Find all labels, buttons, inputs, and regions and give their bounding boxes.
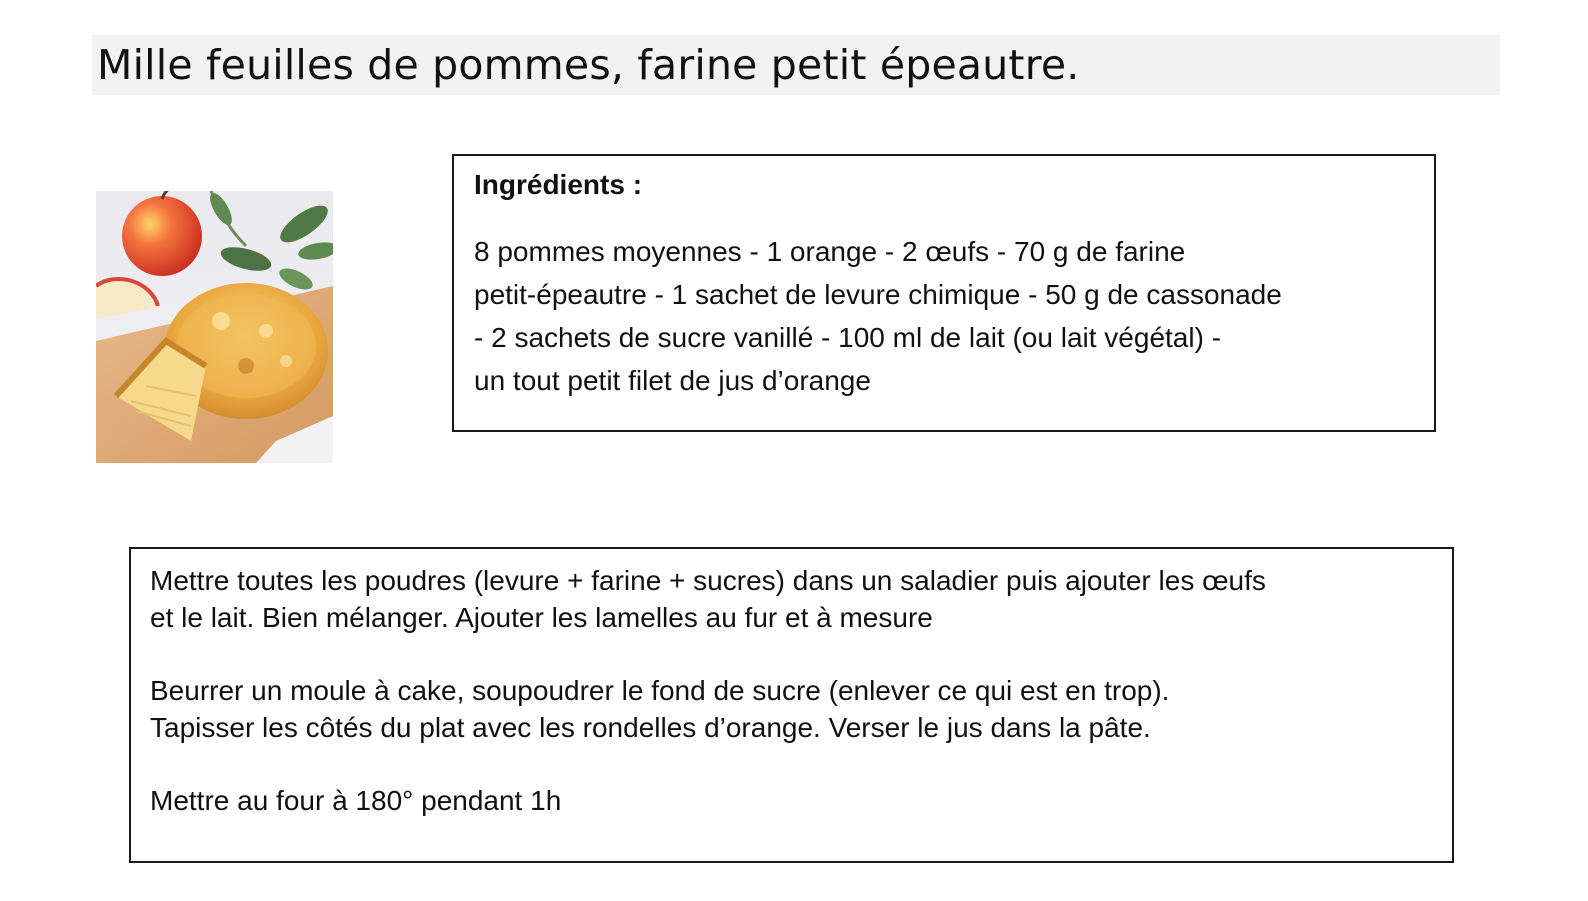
instruction-step-2 xyxy=(150,672,1433,746)
ingredients-list xyxy=(474,230,1414,402)
instruction-line: Beurrer un moule à cake, soupoudrer le fond de sucre (enlever ce qui est en trop). xyxy=(150,675,1170,706)
ingredients-line: un tout petit filet de jus d’orange xyxy=(474,365,871,396)
instruction-step-1 xyxy=(150,562,1433,636)
instruction-line: et le lait. Bien mélanger. Ajouter les lamelles au fur et à mesure xyxy=(150,602,933,633)
instruction-step-3 xyxy=(150,782,1433,819)
ingredients-line: petit-épeautre - 1 sachet de levure chimique - 50 g de cassonade xyxy=(474,279,1282,310)
instruction-line: Mettre au four à 180° pendant 1h xyxy=(150,785,562,816)
instructions-box xyxy=(129,547,1454,863)
apple-cake-photo xyxy=(96,191,333,463)
ingredients-line: - 2 sachets de sucre vanillé - 100 ml de lait (ou lait végétal) - xyxy=(474,322,1222,353)
instruction-line: Mettre toutes les poudres (levure + farine + sucres) dans un saladier puis ajouter les œufs xyxy=(150,565,1266,596)
ingredients-line: 8 pommes moyennes - 1 orange - 2 œufs - 70 g de farine xyxy=(474,236,1186,267)
ingredients-heading: Ingrédients : xyxy=(474,169,643,200)
instruction-line: Tapisser les côtés du plat avec les rondelles d’orange. Verser le jus dans la pâte. xyxy=(150,712,1151,743)
ingredients-box xyxy=(452,154,1436,432)
recipe-title: Mille feuilles de pommes, farine petit épeautre. xyxy=(97,41,1080,89)
